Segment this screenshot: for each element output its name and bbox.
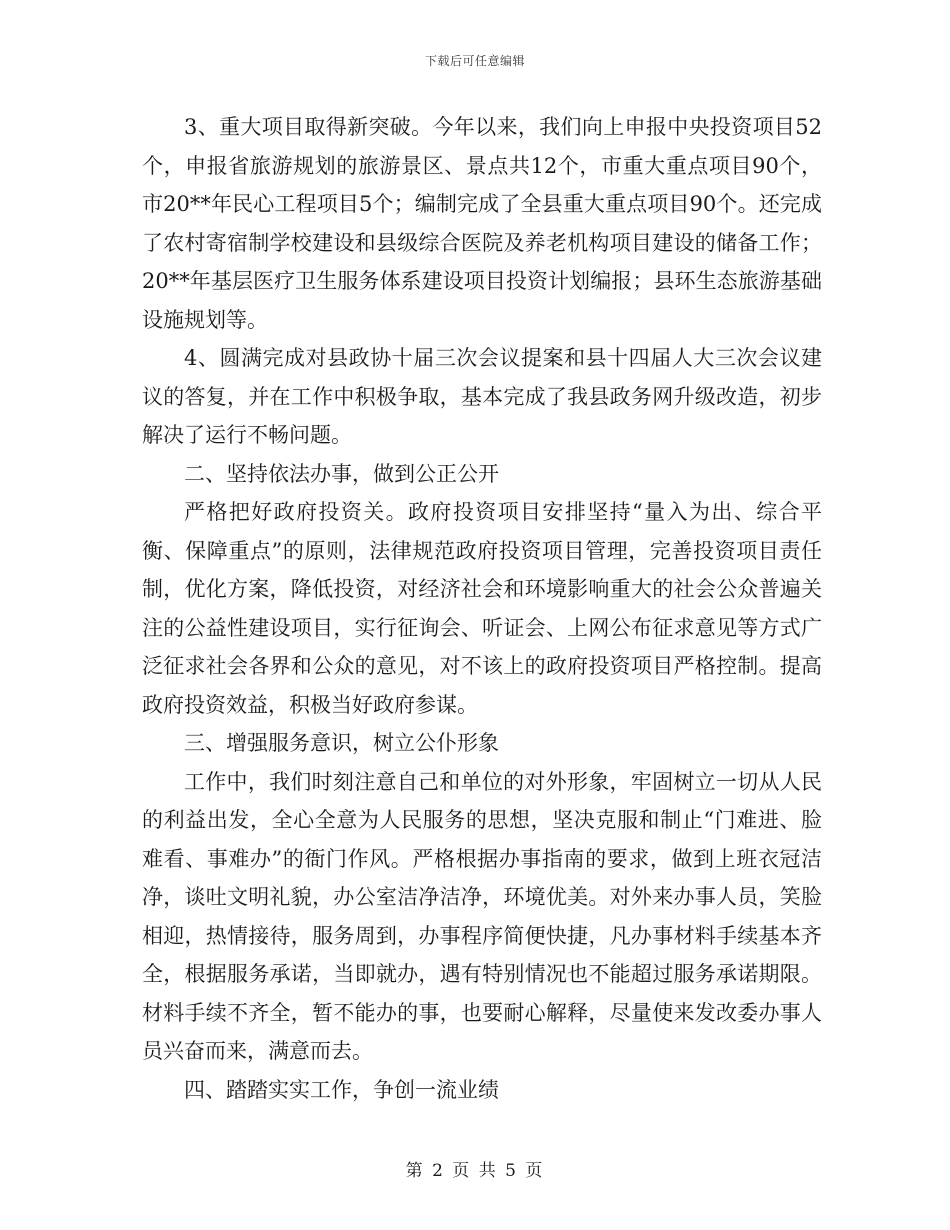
section-heading-law: 二、坚持依法办事，做到公正公开 — [184, 461, 499, 486]
document-body — [142, 108, 822, 1109]
paragraph-major-projects: 3、重大项目取得新突破。今年以来，我们向上申报中央投资项目52个，申报省旅游规划的旅游景区、景点共12个，市重大重点项目90个，市20**年民心工程项目5个；编制完成了全县重大重点项目90个。还完成了农村寄宿制学校建设和县级综合医院及养老机构项目建设的储备工作；20**年基层医疗卫生服务体系建设项目投资计划编报；县环生态旅游基础设施规划等。 — [142, 115, 822, 332]
paragraph-proposal-replies: 4、圆满完成对县政协十届三次会议提案和县十四届人大三次会议建议的答复，并在工作中积极争取，基本完成了我县政务网升级改造，初步解决了运行不畅问题。 — [142, 346, 822, 447]
section-heading-work: 四、踏踏实实工作，争创一流业绩 — [184, 1077, 499, 1102]
section-heading-service: 三、增强服务意识，树立公仆形象 — [184, 731, 499, 755]
paragraph-service-image: 工作中，我们时刻注意自己和单位的对外形象，牢固树立一切从人民的利益出发，全心全意为人民服务的思想，坚决克服和制止“门难进、脸难看、事难办”的衙门作风。严格根据办事指南的要求，做到上班衣冠洁净，谈吐文明礼貌，办公室洁净洁净，环境优美。对外来办事人员，笑脸相迎，热情接待，服务周到，办事程序简便快捷，凡办事材料手续基本齐全，根据服务承诺，当即就办，遇有特别情况也不能超过服务承诺期限。材料手续不齐全，暂不能办的事，也要耐心解释，尽量使来发改委办事人员兴奋而来，满意而去。 — [142, 769, 822, 1063]
page-header: 下载后可任意编辑 — [424, 54, 525, 68]
paragraph-investment-control: 严格把好政府投资关。政府投资项目安排坚持“量入为出、综合平衡、保障重点”的原则，法律规范政府投资项目管理，完善投资项目责任制，优化方案，降低投资，对经济社会和环境影响重大的社会公众普遍关注的公益性建设项目，实行征询会、听证会、上网公布征求意见等方式广泛征求社会各界和公众的意见，对不该上的政府投资项目严格控制。提高政府投资效益，积极当好政府参谋。 — [142, 500, 822, 717]
page-number: 第 2 页 共 5 页 — [405, 1161, 545, 1181]
